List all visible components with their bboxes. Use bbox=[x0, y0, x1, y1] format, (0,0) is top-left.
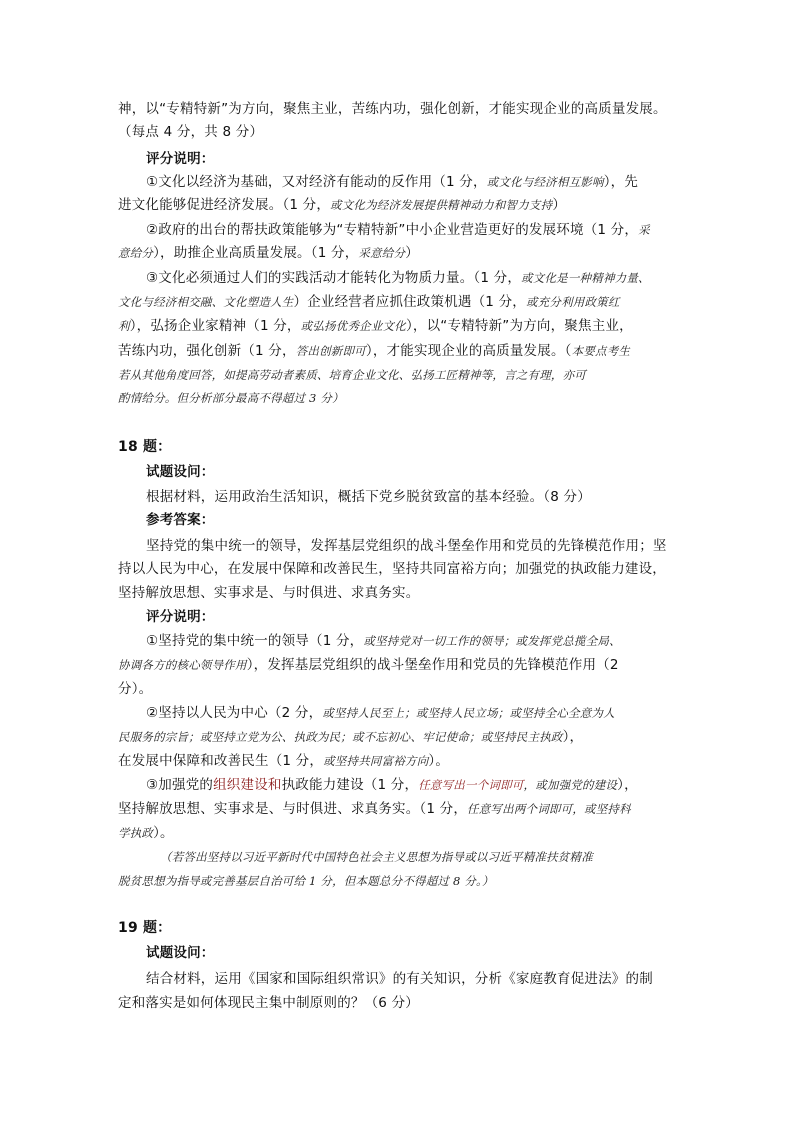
text: 结合材料，运用《国家和国际组织常识》的有关知识，分析《家庭教育促进法》的制 bbox=[146, 971, 653, 987]
note: 或充分利用政策红 bbox=[525, 295, 620, 309]
paragraph-line bbox=[118, 822, 174, 844]
text: ） bbox=[405, 245, 419, 261]
paragraph-line bbox=[118, 992, 419, 1014]
paragraph-line bbox=[118, 678, 152, 700]
paragraph-line bbox=[118, 582, 419, 604]
note: 意给分 bbox=[118, 246, 154, 260]
paragraph-line bbox=[118, 654, 619, 676]
text: 坚持解放思想、实事求是、与时俱进、求真务实。 bbox=[118, 585, 420, 601]
text: 持以人民为中心，在发展中保障和改善民生，坚持共同富裕方向；加强党的执政能力建设， bbox=[118, 561, 666, 577]
note: 或文化为经济发展提供精神动力和智力支持 bbox=[330, 198, 553, 212]
paragraph-line bbox=[160, 846, 593, 868]
score-note bbox=[118, 121, 263, 143]
note: 脱贫思想为指导或完善基层自治可给 1 分，但本题总分不得超过 8 分。） bbox=[118, 874, 494, 888]
text: ）。 bbox=[153, 825, 174, 841]
paragraph-line bbox=[146, 968, 653, 990]
paragraph-line bbox=[146, 535, 667, 557]
paragraph-line bbox=[146, 630, 621, 652]
text: 定和落实是如何体现民主集中制原则的？（6 分） bbox=[118, 995, 419, 1011]
note: 酌情给分。但分析部分最高不得超过 3 分） bbox=[118, 391, 344, 405]
text: ①文化以经济为基础，又对经济有能动的反作用（1 分， bbox=[146, 174, 487, 190]
paragraph-line bbox=[146, 267, 650, 289]
paragraph-line bbox=[118, 98, 667, 120]
note: 协调各方的核心领导作用 bbox=[118, 658, 247, 672]
text: ）。 bbox=[428, 753, 450, 769]
paragraph-line bbox=[118, 242, 419, 264]
highlighted-note: 任意写出一个词即可 bbox=[418, 778, 524, 792]
note: 本要点考生 bbox=[571, 344, 631, 358]
paragraph-line bbox=[146, 702, 615, 724]
paragraph-line bbox=[146, 219, 650, 241]
text: 试题设问： bbox=[146, 464, 215, 480]
text: ）企业经营者应抓住政策机遇（1 分， bbox=[293, 294, 526, 310]
text: ）， bbox=[562, 729, 584, 745]
paragraph-line bbox=[118, 558, 666, 580]
section-heading bbox=[146, 509, 215, 531]
section-heading bbox=[146, 148, 215, 170]
paragraph-line bbox=[118, 387, 344, 409]
paragraph-line bbox=[118, 315, 633, 337]
note: ，或加强党的建设 bbox=[523, 778, 618, 792]
note: 若从其他角度回答，如提高劳动者素质、培育企业文化、弘扬工匠精神等，言之有理，亦可 bbox=[118, 368, 586, 382]
text: ②坚持以人民为中心（2 分， bbox=[146, 705, 323, 721]
paragraph-line bbox=[118, 340, 630, 362]
text: ），发挥基层党组织的战斗堡垒作用和党员的先锋模范作用（2 bbox=[246, 657, 619, 673]
text: ），弘扬企业家精神（1 分， bbox=[129, 318, 301, 334]
text: ），以“专精特新”为方向，聚焦主业， bbox=[405, 318, 633, 334]
paragraph-line bbox=[118, 726, 583, 748]
paragraph-line bbox=[118, 750, 449, 772]
text: 评分说明： bbox=[146, 151, 215, 167]
note: 采 bbox=[638, 223, 650, 237]
note: 或弘扬优秀企业文化 bbox=[300, 319, 406, 333]
note: 或坚持共同富裕方向 bbox=[323, 754, 429, 768]
text: 试题设问： bbox=[146, 945, 215, 961]
text: （每点 4 分，共 8 分） bbox=[118, 124, 264, 140]
note: 任意写出两个词即可，或坚持科 bbox=[467, 802, 631, 816]
section-heading bbox=[146, 606, 215, 628]
note: 利 bbox=[118, 319, 130, 333]
text: ），才能实现企业的高质量发展。（ bbox=[365, 343, 572, 359]
text: ），先 bbox=[603, 174, 639, 190]
text: 分）。 bbox=[118, 681, 153, 697]
section-heading bbox=[146, 461, 215, 483]
paragraph-line bbox=[118, 798, 631, 820]
paragraph-line bbox=[118, 291, 620, 313]
question-number bbox=[118, 917, 171, 939]
text: ），助推企业高质量发展。（1 分， bbox=[153, 245, 359, 261]
paragraph-line bbox=[146, 486, 591, 508]
note: 学执政 bbox=[118, 826, 154, 840]
text: ③文化必须通过人们的实践活动才能转化为物质力量。（1 分， bbox=[146, 270, 522, 286]
text: 执政能力建设（1 分， bbox=[281, 777, 419, 793]
note: 或坚持党对一切工作的领导；或发挥党总揽全局、 bbox=[363, 634, 621, 648]
text: 19 题： bbox=[118, 920, 172, 936]
text: 神，以“专精特新”为方向，聚焦主业，苦练内功，强化创新，才能实现企业的高质量发展。 bbox=[118, 101, 667, 117]
note: 答出创新即可 bbox=[295, 344, 366, 358]
paragraph-line bbox=[118, 870, 494, 892]
paragraph-line bbox=[146, 171, 638, 193]
note: 或文化与经济相互影响 bbox=[486, 175, 604, 189]
text: 根据材料，运用政治生活知识，概括下党乡脱贫致富的基本经验。（8 分） bbox=[146, 489, 591, 505]
paragraph-line bbox=[118, 364, 586, 386]
note: 文化与经济相交融、文化塑造人生 bbox=[118, 295, 294, 309]
text: ）， bbox=[617, 777, 638, 793]
highlighted-text: 组织建设和 bbox=[213, 777, 282, 793]
paragraph-line bbox=[146, 774, 638, 796]
text: ③加强党的 bbox=[146, 777, 214, 793]
section-heading bbox=[146, 942, 215, 964]
text: 18 题： bbox=[118, 439, 172, 455]
text: ②政府的出台的帮扶政策能够为“专精特新”中小企业营造更好的发展环境（1 分， bbox=[146, 222, 639, 238]
text: 坚持解放思想、实事求是、与时俱进、求真务实。（1 分， bbox=[118, 801, 468, 817]
question-number bbox=[118, 436, 171, 458]
text: 评分说明： bbox=[146, 609, 215, 625]
text: ） bbox=[552, 197, 567, 213]
note: （若答出坚持以习近平新时代中国特色社会主义思想为指导或以习近平精准扶贫精准 bbox=[160, 850, 593, 864]
text: ①坚持党的集中统一的领导（1 分， bbox=[146, 633, 364, 649]
text: 在发展中保障和改善民生（1 分， bbox=[118, 753, 324, 769]
text: 参考答案： bbox=[146, 512, 215, 528]
note: 或文化是一种精神力量、 bbox=[521, 271, 650, 285]
text: 进文化能够促进经济发展。（1 分， bbox=[118, 197, 331, 213]
text: 坚持党的集中统一的领导，发挥基层党组织的战斗堡垒作用和党员的先锋模范作用；坚 bbox=[146, 538, 667, 554]
note: 采意给分 bbox=[358, 246, 406, 260]
note: 民服务的宗旨；或坚持立党为公、执政为民；或不忘初心、牢记使命；或坚持民主执政 bbox=[118, 730, 563, 744]
note: 或坚持人民至上；或坚持人民立场；或坚持全心全意为人 bbox=[322, 706, 615, 720]
text: 苦练内功，强化创新（1 分， bbox=[118, 343, 296, 359]
paragraph-line bbox=[118, 194, 566, 216]
